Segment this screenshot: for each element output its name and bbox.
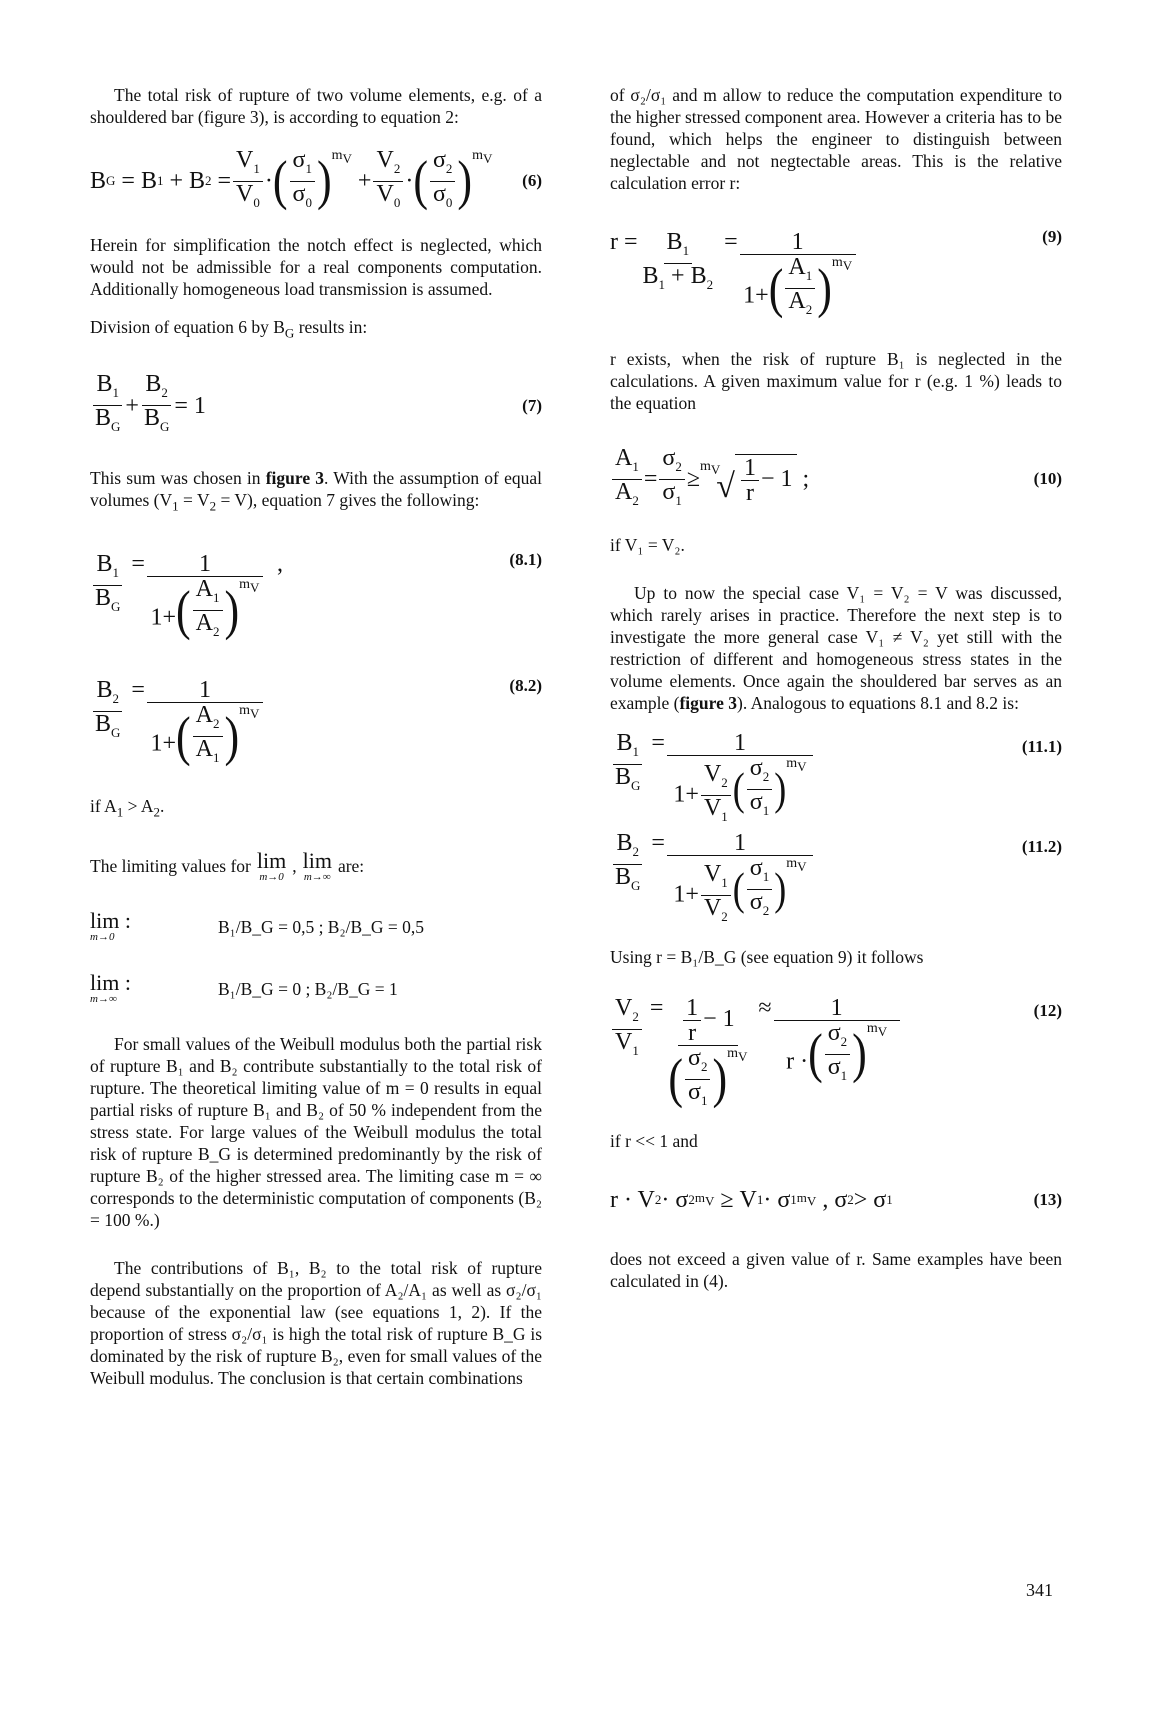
equation-number: (7) xyxy=(522,395,542,415)
condition: if V₁ = V₂. xyxy=(610,535,685,555)
right-column xyxy=(610,84,1062,1292)
condition: if r << 1 and xyxy=(610,1131,698,1151)
equation-6: B G = B 1 + B 2 = $\frac{V_1}{V_0}$ · ( $\frac{\sigma_1}{\sigma_0}$ ) $m_V$ + $\frac{V_2}{V_0}$ · ( $\frac{\sigma_2}{\sigma_0}$ ) $m_V$ (6) xyxy=(90,146,542,211)
paragraph: For small values of the Weibull modulus both the partial risk of rupture B₁ and B₂ contribute substantially to the total risk of rupture. The theoretical limiting value of m = 0 results in equal partial risks of rupture B₁ and B₂ of 50 % independent from the stress state. For large values of the Weibull modulus the total risk of rupture B_G is determined predominantly by the risk of rupture B₂ of the higher stressed area. The limiting case m = ∞ corresponds to the deterministic computation of components (B₂ = 100 %.) xyxy=(90,1033,542,1230)
equation-12: $\frac{V_2}{V_1}$ = $\frac{1}{r}$ − 1 ( $\frac{\sigma_2}{\sigma_1}$ ) $m_V$ ≈ 1 r · ( $\frac{\sigma_2}{\sigma_1}$ ) $m_V$ (12) xyxy=(610,994,1062,1114)
equation-11-1: $\frac{B_1}{B_G}$ = 1 1+ $\frac{V_2}{V_1}$ ( $\frac{\sigma_2}{\sigma_1}$ ) $m_V$ (11.1) xyxy=(615,729,1062,825)
equation-number: (6) xyxy=(522,171,542,190)
paragraph: r exists, when the risk of rupture B₁ is neglected in the calculations. A given maximum value for r (e.g. 1 %) leads to the equation xyxy=(610,349,1062,413)
equation-9: r = $\frac{B_1}{B_1 + B_2}$ = 1 1+ ( $\frac{A_1}{A_2}$ ) $m_V$ (9) xyxy=(610,227,1062,319)
equation-number: (8.1) xyxy=(509,550,542,569)
equation-number: (13) xyxy=(1033,1190,1062,1209)
paragraph: Division of equation 6 by $B_G$ results in: xyxy=(90,317,368,341)
equation-number: (8.2) xyxy=(509,676,542,695)
paragraph: The total risk of rupture of two volume elements, e.g. of a shouldered bar (figure 3), is according to equation 2: xyxy=(90,85,542,127)
equation-11-2: $\frac{B_2}{B_G}$ = 1 1+ $\frac{V_1}{V_2}$ ( $\frac{\sigma_1}{\sigma_2}$ ) $m_V$ (11.2) xyxy=(615,829,1062,925)
paragraph: Using r = B₁/B_G (see equation 9) it follows xyxy=(610,947,924,967)
condition: if $A_1 > A_2$. xyxy=(90,796,165,820)
equation-number: (12) xyxy=(1033,1001,1062,1020)
paragraph: Up to now the special case V₁ = V₂ = V was discussed, which rarely arises in practice. Therefore the next step is to investigate the more general case V₁ ≠ V₂ yet still with the restriction of different and homogeneous stress states in the volume elements. Once again the shouldered bar serves as an example (figure 3). Analogous to equations 8.1 and 8.2 is: xyxy=(610,583,1062,713)
equation-number: (11.1) xyxy=(1021,737,1062,756)
paragraph: of σ₂/σ₁ and m allow to reduce the computation expenditure to the higher stressed component area. However a criteria has to be found, which helps the engineer to distinguish between neglectable and not negtectable areas. This is the relative calculation error r: xyxy=(610,85,1062,193)
equation-7: $\frac{B_1}{B_G}$ + $\frac{B_2}{B_G}$ = 1 (7) xyxy=(95,371,542,434)
limit-m-to-0: lim : m→0 B₁/B_G = 0,5 ; B₂/B_G = 0,5 xyxy=(90,908,424,943)
paragraph: This sum was chosen in figure 3. With the assumption of equal volumes $(V_1 = V_2 = V)$, equation 7 gives the following: xyxy=(90,467,542,513)
equation-number: (11.2) xyxy=(1021,837,1062,856)
limit-m-to-inf: lim : m→∞ B₁/B_G = 0 ; B₂/B_G = 1 xyxy=(90,970,398,1005)
equation-10: $\frac{A_1}{A_2}$ = $\frac{\sigma_2}{\sigma_1}$ ≥ $m_V$ √ $\frac{1}{r}$ − 1 ; (10) xyxy=(610,440,1062,518)
equation-8-2: $\frac{B_2}{B_G}$ = 1 1+ ( $\frac{A_2}{A_1}$ ) $m_V$ (8.2) xyxy=(95,676,542,767)
equation-13: r · V 2 · σ 2 $m_V$ ≥ V 1 · σ 1 $m_V$ , σ 2 > σ 1 (13) xyxy=(610,1187,1062,1213)
paragraph: Herein for simplification the notch effect is neglected, which would not be admissible for a real components computation. Additionally homogeneous load transmission is assumed. xyxy=(90,235,542,299)
equation-number: (9) xyxy=(1042,227,1062,246)
paragraph: The contributions of B₁, B₂ to the total risk of rupture depend substantially on the proportion of A₂/A₁ as well as σ₂/σ₁ because of the exponential law (see equations 1, 2). If the proportion of stress σ₂/σ₁ is high the total risk of rupture B_G is dominated by the risk of rupture B₂, even for small values of the Weibull modulus. The conclusion is that certain combinations xyxy=(90,1257,542,1388)
left-column xyxy=(90,84,542,1389)
paragraph: does not exceed a given value of r. Same examples have been calculated in (4). xyxy=(610,1249,1062,1291)
paragraph: The limiting values for lim m→0 , lim m→∞ are: xyxy=(90,847,365,883)
page-number: 341 xyxy=(1026,1580,1053,1600)
equation-8-1: $\frac{B_1}{B_G}$ = 1 1+ ( $\frac{A_1}{A_2}$ ) $m_V$ , (8.1) xyxy=(95,550,542,641)
equation-number: (10) xyxy=(1033,469,1062,488)
